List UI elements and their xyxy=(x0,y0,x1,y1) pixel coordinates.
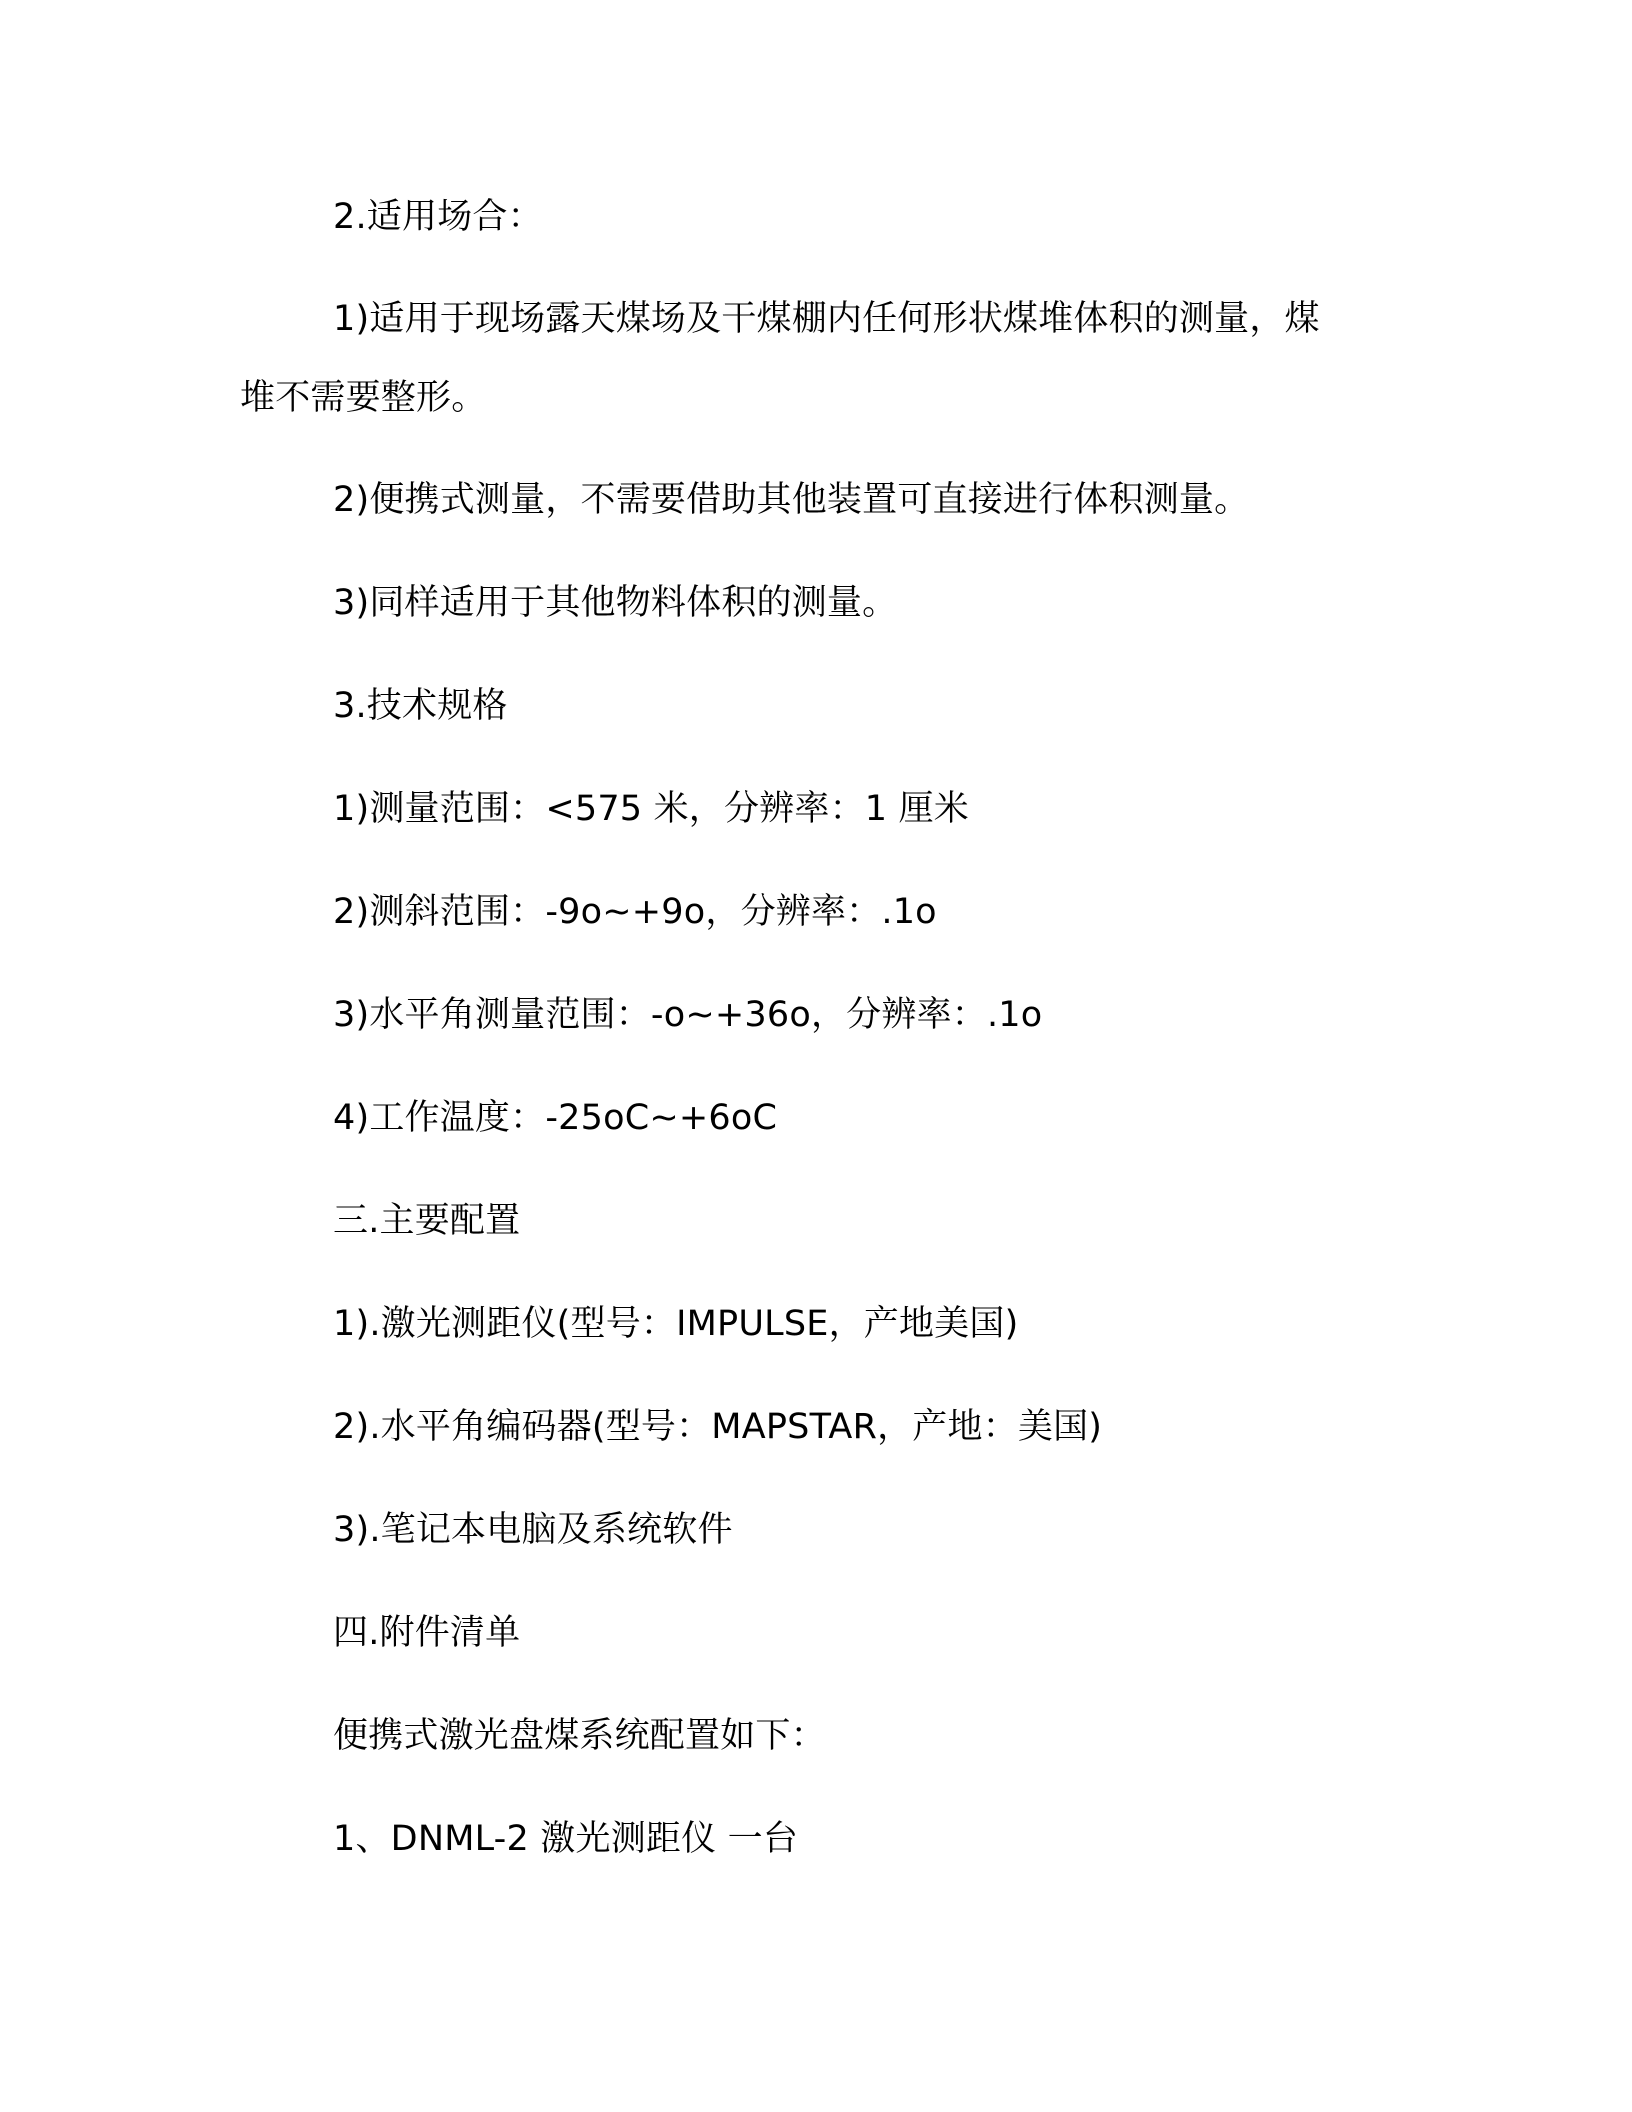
paragraph-line: 2)便携式测量，不需要借助其他装置可直接进行体积测量。 xyxy=(333,480,1250,520)
paragraph-line: 3)同样适用于其他物料体积的测量。 xyxy=(333,583,898,623)
paragraph-line: 便携式激光盘煤系统配置如下： xyxy=(333,1716,826,1756)
spec-line-tilt-range: 2)测斜范围：-9o~+9o，分辨率：.1o xyxy=(333,892,937,932)
paragraph-line: 1)适用于现场露天煤场及干煤棚内任何形状煤堆体积的测量，煤 xyxy=(333,299,1320,339)
section-heading-technical-specs: 3.技术规格 xyxy=(333,686,508,726)
spec-line-measure-range: 1)测量范围：<575 米，分辨率：1 厘米 xyxy=(333,789,969,829)
section-heading-applicable-occasions: 2.适用场合： xyxy=(333,197,543,237)
section-heading-accessories-list: 四.附件清单 xyxy=(333,1613,521,1653)
list-item: 1、DNML-2 激光测距仪 一台 xyxy=(333,1819,799,1859)
config-line-laptop-software: 3).笔记本电脑及系统软件 xyxy=(333,1510,733,1550)
spec-line-horizontal-angle: 3)水平角测量范围：-o~+36o，分辨率：.1o xyxy=(333,995,1043,1035)
paragraph-line-continuation: 堆不需要整形。 xyxy=(240,378,487,418)
section-heading-main-configuration: 三.主要配置 xyxy=(333,1201,521,1241)
spec-line-working-temperature: 4)工作温度：-25oC~+6oC xyxy=(333,1098,778,1138)
config-line-laser-rangefinder: 1).激光测距仪(型号：IMPULSE，产地美国) xyxy=(333,1304,1019,1344)
config-line-angle-encoder: 2).水平角编码器(型号：MAPSTAR，产地：美国) xyxy=(333,1407,1103,1447)
